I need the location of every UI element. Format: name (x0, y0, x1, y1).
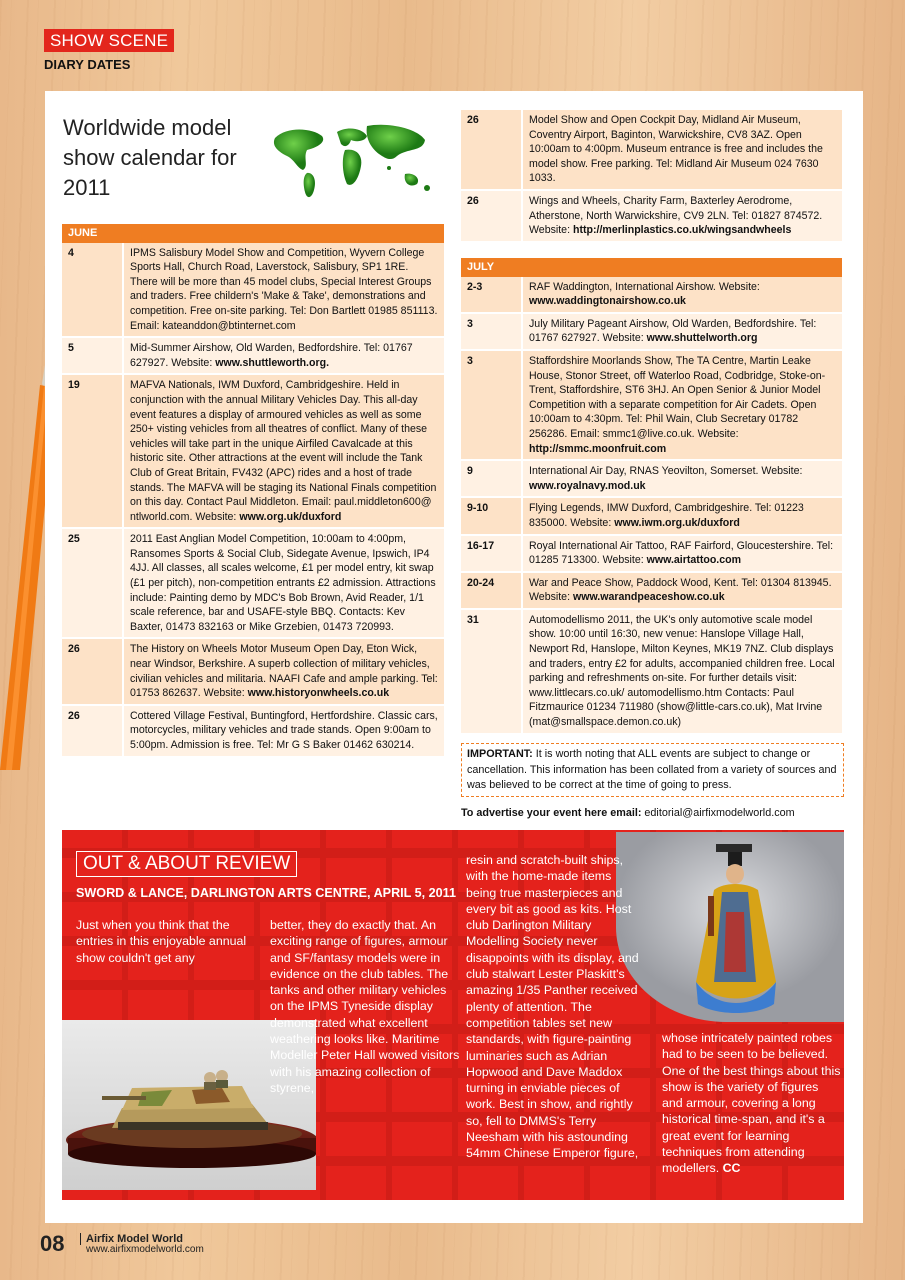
event-row (62, 337, 444, 374)
event-website-label: Website: (529, 224, 571, 237)
event-website-link[interactable]: www.airtattoo.com (646, 554, 742, 567)
event-text: Cottered Village Festival, Buntingford, Hertfordshire. Classic cars, motorcycles, military vehicles and trade stands. Open 9:00am to 5:00pm. Admission is free. Tel: Mr G S Baker 01462 630214. (130, 709, 438, 751)
magazine-name: Airfix Model World (80, 1233, 183, 1245)
event-website-label: Website: (203, 687, 245, 700)
review-column-2 (270, 917, 460, 1096)
review-signature: CC (722, 1161, 741, 1176)
review-column-3-text: resin and scratch-built ships, with the home-made items being true masterpieces and every bit as good as kits. Host club Darlington Military Modelling Society never disappoints with its display, and club stalwart Lester Plaskitt's amazing 1/35 Panther received plenty of attention. The competition tables set new standards, with figure-painting luminaries such as Adrian Hopwood and Dave Maddox turning in enviable pieces of work. Best in show, and rightly so, fell to DMMS's Terry Neesham with his astounding 54mm Chinese Emperor figure, (466, 853, 639, 1161)
event-date: 31 (461, 609, 522, 734)
event-description (522, 609, 842, 734)
june-heading: JUNE (62, 224, 444, 243)
important-label: IMPORTANT: (467, 748, 533, 760)
event-text: Model Show and Open Cockpit Day, Midland Air Museum, Coventry Airport, Baginton, Warwickshire, CV8 3AZ. Open 10:00am to 4:00pm. Museum entrance is free and includes the model show. Free parking. Tel: Midland Air Museum 024 7630 1033. (529, 114, 823, 185)
event-date: 26 (62, 638, 123, 704)
event-website-label: Website: (761, 465, 803, 478)
event-date: 19 (62, 374, 123, 528)
event-website-link[interactable]: www.historyonwheels.co.uk (247, 687, 390, 700)
event-date: 3 (461, 313, 522, 350)
page-title: Worldwide model show calendar for 2011 (63, 115, 237, 200)
event-description (123, 243, 444, 338)
event-row (62, 243, 444, 338)
event-row (461, 572, 842, 609)
event-description (522, 572, 842, 609)
event-description (522, 350, 842, 460)
event-row (62, 374, 444, 528)
event-date: 2-3 (461, 277, 522, 313)
july-events-table (461, 258, 842, 735)
review-column-2-text: better, they do exactly that. An exciting range of figures, armour and SF/fantasy models were in evidence on the club tables. The tanks and other military vehicles on the IPMS Tyneside display demonstrated what excellent weathering looks like. Maritime Modeller Peter Hall wowed visitors with his amazing collection of styrene, (270, 918, 460, 1095)
event-row (461, 535, 842, 572)
review-column-3 (466, 852, 642, 1162)
advertise-line (461, 807, 795, 819)
event-description (522, 497, 842, 534)
event-text: Wings and Wheels, Charity Farm, Baxterley Aerodrome, Atherstone, North Warwickshire, CV9 2LN. Tel: 01827 874572. (529, 194, 823, 222)
event-website-link[interactable]: www.waddingtonairshow.co.uk (529, 295, 686, 308)
june-events-table (62, 224, 444, 758)
event-website-label: Website: (195, 510, 237, 523)
event-website-link[interactable]: www.shuttleworth.org. (215, 356, 330, 369)
event-date: 4 (62, 243, 123, 338)
advertise-label: To advertise your event here email: (461, 807, 642, 819)
event-description (123, 374, 444, 528)
event-row (461, 460, 842, 497)
event-text: Royal International Air Tattoo, RAF Fairford, Gloucestershire. Tel: 01285 713300. (529, 539, 834, 567)
event-text: July Military Pageant Airshow, Old Warden, Bedfordshire. Tel: 01767 627927. (529, 317, 817, 345)
event-description (522, 277, 842, 313)
event-date: 9 (461, 460, 522, 497)
event-website-label: Website: (171, 356, 213, 369)
event-row (461, 313, 842, 350)
event-text: RAF Waddington, International Airshow. (529, 280, 716, 293)
event-row (62, 528, 444, 638)
event-website-link[interactable]: www.org.uk/duxford (239, 510, 342, 523)
event-row (62, 638, 444, 704)
event-text: Staffordshire Moorlands Show, The TA Centre, Martin Leake House, Stonor Street, off Waterloo Road, Codbridge, Stoke-on-Trent, Staffordshire, ST6 3HJ. An Open Senior & Junior Model Competition with a separate competition for Air Cadets. Open 10:00am to 4:30pm. Tel: Phil Wain, Club Secretary 01782 256286. Email: smmc1@live.co.uk. (529, 354, 826, 440)
event-website-link[interactable]: http://merlinplastics.co.uk/wingsandwheels (572, 224, 792, 237)
event-text: International Air Day, RNAS Yeovilton, Somerset. (529, 465, 759, 478)
important-text: It is worth noting that ALL events are subject to change or cancellation. This information has been collated from a variety of sources and was believed to be correct at the time of going to press. (467, 748, 837, 791)
page-number: 08 (40, 1231, 65, 1256)
event-description (123, 528, 444, 638)
event-website-label: Website: (602, 554, 644, 567)
event-description (123, 638, 444, 704)
emperor-figure-photo (616, 832, 844, 1022)
event-description (522, 313, 842, 350)
world-map-icon (267, 118, 437, 203)
event-date: 26 (461, 190, 522, 242)
event-description (522, 460, 842, 497)
event-date: 20-24 (461, 572, 522, 609)
event-row (62, 705, 444, 757)
event-text: Flying Legends, IMW Duxford, Cambridgeshire. Tel: 01223 835000. (529, 502, 804, 529)
event-description (123, 705, 444, 757)
event-website-label: Website: (718, 280, 760, 293)
event-website-label: Website: (697, 427, 739, 440)
event-row (461, 190, 842, 242)
event-text: The History on Wheels Motor Museum Open Day, Eton Wick, near Windsor, Berkshire. A superb collection of military vehicles, civilian vehicles and militaria. NAAFI Cafe and ample parking. Tel: 01753 862637. (130, 643, 438, 700)
review-column-4-text: whose intricately painted robes had to be seen to be believed. One of the best things about this show is the variety of figures and armour, covering a long historical time-span, and it's a great event for learning techniques from attending modellers. (662, 1031, 841, 1176)
event-text: 2011 East Anglian Model Competition, 10:00am to 4:00pm, Ransomes Sports & Social Club, Sidegate Avenue, Ipswich, IP4 4JJ. All classes, all scales welcome, £1 per model entry, kit swap (£1 per pitch), non-competition entrants £2 admission. Attractions include: Painting demo by MDC's Bob Brown, Avid Reader, 1/1 scale reference, bar and USAFE-style BBQ. Contacts: Kev Baxter, 01473 832163 or Mike Grzebien, 01473 720993. (130, 533, 436, 633)
event-website-label: Website: (570, 516, 612, 529)
review-column-1: Just when you think that the entries in this enjoyable annual show couldn't get any (76, 918, 247, 965)
event-date: 5 (62, 337, 123, 374)
event-website-label: Website: (529, 591, 571, 604)
event-date: 16-17 (461, 535, 522, 572)
event-date: 26 (461, 110, 522, 190)
review-column-4 (662, 1030, 842, 1177)
event-row (461, 497, 842, 534)
event-date: 26 (62, 705, 123, 757)
event-text: Mid-Summer Airshow, Old Warden, Bedfordshire. Tel: 01767 627927. (130, 342, 413, 369)
event-row (461, 110, 842, 190)
event-date: 25 (62, 528, 123, 638)
event-description (522, 110, 842, 190)
event-text: IPMS Salisbury Model Show and Competition, Wyvern College Sports Hall, Church Road, Laverstock, Salisbury, SP1 1RE. There will be more than 45 model clubs, Special Interest Groups and traders. Free childern's 'Make & Take', demonstrations and competition. Free on-site parking. Tel: Don Bartlett 01985 851113. Email: kateanddon@btinternet.com (130, 246, 438, 332)
event-date: 9-10 (461, 497, 522, 534)
subsection-label: DIARY DATES (44, 57, 131, 72)
event-row (461, 350, 842, 460)
event-website-label: Website: (602, 332, 644, 345)
event-text: Automodellismo 2011, the UK's only automotive scale model show. 10:00 until 16:30, new venue: Hanslope Village Hall, Newport Rd, Hanslope, Milton Keynes, MK19 7NZ. Club displays and traders, entry £2 for adults, accompanied children free. Local parking and refreshments on-site. For further details visit: www.littlecars.co.uk/ automodellismo.htm Contacts: Paul Fitzmaurice 01234 711980 (show@little-cars.co.uk), Mat Irvine (mat@smallspace.demon.co.uk) (529, 613, 835, 729)
review-heading: OUT & ABOUT REVIEW (76, 851, 297, 877)
june-continued-table (461, 110, 842, 243)
event-text: War and Peace Show, Paddock Wood, Kent. Tel: 01304 813945. (529, 576, 832, 589)
magazine-url[interactable]: www.airfixmodelworld.com (86, 1244, 204, 1255)
event-website-link[interactable]: www.shuttelworth.org (646, 332, 758, 345)
event-website-link[interactable]: http://smmc.moonfruit.com (529, 442, 667, 455)
event-website-link[interactable]: www.warandpeaceshow.co.uk (572, 591, 725, 604)
event-description (522, 535, 842, 572)
july-heading: JULY (461, 258, 842, 277)
event-row (461, 277, 842, 313)
event-row (461, 609, 842, 734)
event-website-link[interactable]: www.iwm.org.uk/duxford (614, 516, 740, 529)
event-description (123, 337, 444, 374)
important-notice (461, 743, 844, 797)
event-date: 3 (461, 350, 522, 460)
review-subheading: SWORD & LANCE, DARLINGTON ARTS CENTRE, APRIL 5, 2011 (76, 886, 456, 900)
advertise-email[interactable]: editorial@airfixmodelworld.com (644, 807, 795, 819)
section-tag: SHOW SCENE (44, 29, 174, 52)
event-website-link[interactable]: www.royalnavy.mod.uk (529, 479, 646, 492)
event-text: MAFVA Nationals, IWM Duxford, Cambridgeshire. Held in conjunction with the annual Military Vehicles Day. This all-day event features a display of armoured vehicles as well as some 250+ visting vehicles from all theatres of conflict. Many of these vehicles will take part in the unique Airfiled Cavalcade at this historic site. Other attractions at the event will include the Tank Club of Great Britain, FV432 (APC) rides and a host of trade stands. The MAFVA will be staging its National Finals competition on this day. Contact Paul Middleton. Email: paul.middleton600@ ntlworld.com. (130, 379, 437, 523)
event-description (522, 190, 842, 242)
